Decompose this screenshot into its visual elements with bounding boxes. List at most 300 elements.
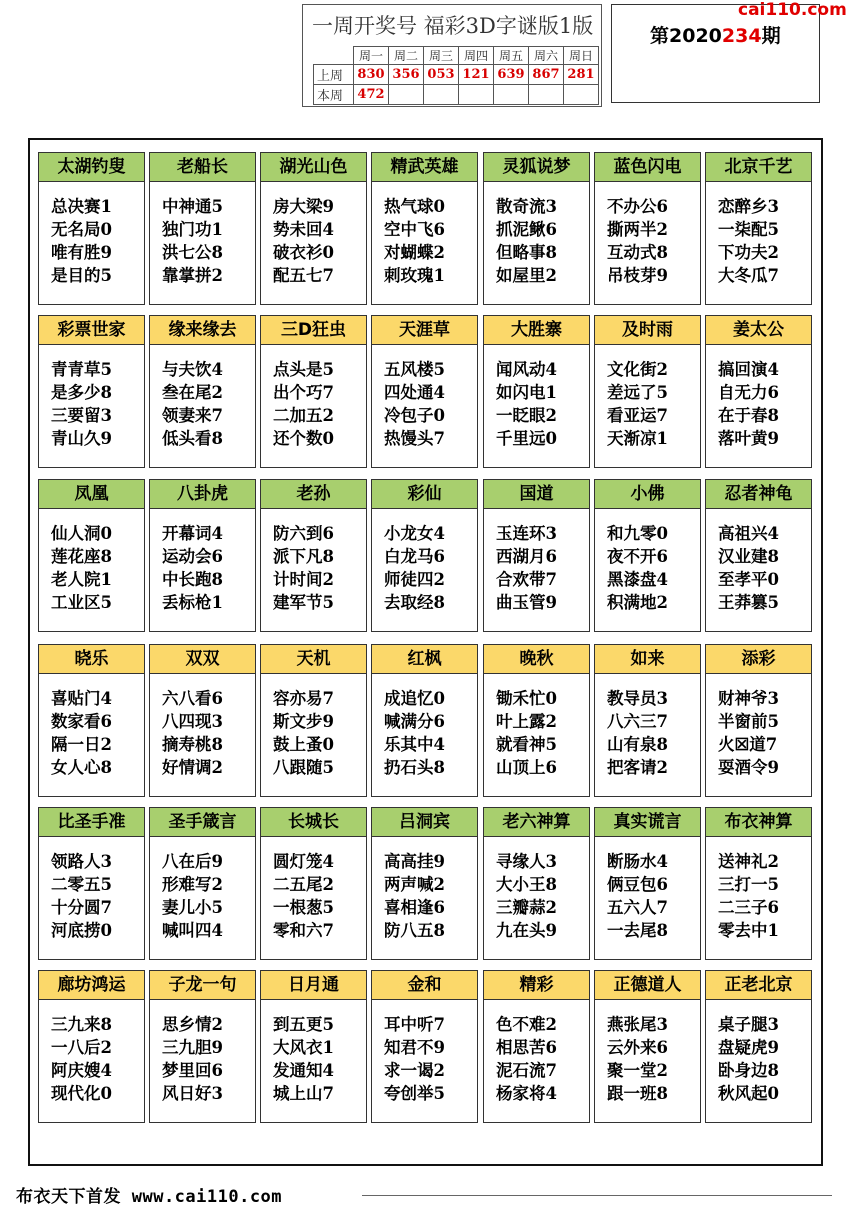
riddle-card-title: 小佛 <box>595 480 700 509</box>
riddle-card <box>260 970 367 1123</box>
riddle-clue: 数家看6 <box>51 712 112 731</box>
riddle-clue: 闻风动4 <box>496 360 557 379</box>
riddle-clue: 阿庆嫂4 <box>51 1061 112 1080</box>
riddle-card <box>371 807 478 960</box>
riddle-card <box>38 807 145 960</box>
riddle-clue: 三打一5 <box>718 875 779 894</box>
riddle-clue-list <box>51 1013 112 1105</box>
riddle-card <box>371 152 478 305</box>
riddle-clue: 八四现3 <box>162 712 223 731</box>
riddle-card <box>260 807 367 960</box>
riddle-card-title: 子龙一句 <box>150 971 255 1000</box>
riddle-clue: 高祖兴4 <box>718 524 779 543</box>
riddle-clue-list <box>496 195 557 287</box>
draw-row <box>314 85 599 105</box>
draw-number <box>494 85 529 105</box>
riddle-card-title: 大胜寨 <box>484 316 589 345</box>
draw-results-table <box>313 46 599 105</box>
riddle-clue: 靠掌拼2 <box>162 266 223 285</box>
riddle-card <box>149 970 256 1123</box>
riddle-card-title: 及时雨 <box>595 316 700 345</box>
draw-results-title: 一周开奖号 福彩3D字谜版1版 <box>312 14 594 38</box>
riddle-card-title: 老孙 <box>261 480 366 509</box>
riddle-clue: 二五尾2 <box>273 875 334 894</box>
riddle-card-title: 廊坊鸿运 <box>39 971 144 1000</box>
riddle-clue-list <box>607 1013 668 1105</box>
riddle-clue-list <box>51 687 112 779</box>
riddle-card <box>260 644 367 797</box>
riddle-card <box>594 644 701 797</box>
riddle-clue: 一去尾8 <box>607 921 668 940</box>
issue-suffix: 期 <box>761 25 781 47</box>
riddle-clue: 喜贴门4 <box>51 689 112 708</box>
riddle-card-title: 彩票世家 <box>39 316 144 345</box>
riddle-card <box>705 152 812 305</box>
riddle-clue: 冷包子0 <box>384 406 445 425</box>
riddle-clue: 卧身边8 <box>718 1061 779 1080</box>
riddle-card-title: 添彩 <box>706 645 811 674</box>
riddle-card-title: 彩仙 <box>372 480 477 509</box>
riddle-clue: 玉连环3 <box>496 524 557 543</box>
riddle-card <box>38 152 145 305</box>
riddle-clue: 喜相逢6 <box>384 898 445 917</box>
riddle-clue: 刺玫瑰1 <box>384 266 445 285</box>
riddle-clue: 色不难2 <box>496 1015 557 1034</box>
riddle-card-title: 正老北京 <box>706 971 811 1000</box>
riddle-clue: 和九零0 <box>607 524 668 543</box>
riddle-card <box>371 644 478 797</box>
riddle-clue-list <box>162 687 223 779</box>
riddle-card <box>38 970 145 1123</box>
riddle-clue-list <box>496 850 557 942</box>
riddle-clue: 把客请2 <box>607 758 668 777</box>
riddle-card <box>149 479 256 632</box>
riddle-card <box>594 807 701 960</box>
riddle-clue: 城上山7 <box>273 1084 334 1103</box>
riddle-clue: 热馒头7 <box>384 429 445 448</box>
riddle-card <box>483 479 590 632</box>
riddle-clue: 十分圆7 <box>51 898 112 917</box>
riddle-clue: 六八看6 <box>162 689 223 708</box>
riddle-clue: 老人院1 <box>51 570 112 589</box>
riddle-clue-list <box>51 358 112 450</box>
riddle-clue-list <box>384 358 445 450</box>
riddle-clue: 在于春8 <box>718 406 779 425</box>
riddle-clue-list <box>162 1013 223 1105</box>
riddle-clue: 低头看8 <box>162 429 223 448</box>
riddle-clue: 零去中1 <box>718 921 779 940</box>
riddle-clue-list <box>384 687 445 779</box>
riddle-clue: 圆灯笼4 <box>273 852 334 871</box>
riddle-clue: 不办公6 <box>607 197 668 216</box>
riddle-card <box>705 807 812 960</box>
riddle-clue: 出个巧7 <box>273 383 334 402</box>
riddle-clue: 半窗前5 <box>718 712 779 731</box>
riddle-clue: 寻缘人3 <box>496 852 557 871</box>
riddle-clue: 对蝴蝶2 <box>384 243 445 262</box>
draw-number <box>459 85 494 105</box>
riddle-clue: 摘寿桃8 <box>162 735 223 754</box>
riddle-clue: 曲玉管9 <box>496 593 557 612</box>
riddle-clue: 形难写2 <box>162 875 223 894</box>
riddle-card-title: 国道 <box>484 480 589 509</box>
riddle-clue-list <box>718 687 779 779</box>
riddle-clue-list <box>718 1013 779 1105</box>
riddle-card <box>483 644 590 797</box>
riddle-card-title: 姜太公 <box>706 316 811 345</box>
riddle-card-title: 如来 <box>595 645 700 674</box>
riddle-clue: 隔一日2 <box>51 735 112 754</box>
riddle-clue: 差远了5 <box>607 383 668 402</box>
riddle-clue: 黑漆盘4 <box>607 570 668 589</box>
riddle-clue: 三要留3 <box>51 406 112 425</box>
draw-number: 053 <box>424 65 459 85</box>
riddle-clue: 五六人7 <box>607 898 668 917</box>
riddle-clue-list <box>273 358 334 450</box>
riddle-clue: 莲花座8 <box>51 547 112 566</box>
riddle-clue: 合欢带7 <box>496 570 557 589</box>
riddle-clue: 看亚运7 <box>607 406 668 425</box>
riddle-card-title: 晓乐 <box>39 645 144 674</box>
riddle-clue: 喊满分6 <box>384 712 445 731</box>
riddle-clue: 文化街2 <box>607 360 668 379</box>
riddle-card-title: 金和 <box>372 971 477 1000</box>
riddle-clue: 是目的5 <box>51 266 112 285</box>
weekday-header: 周三 <box>424 47 459 65</box>
riddle-clue: 四处通4 <box>384 383 445 402</box>
riddle-card <box>38 644 145 797</box>
riddle-clue: 自无力6 <box>718 383 779 402</box>
riddle-clue: 秋风起0 <box>718 1084 779 1103</box>
draw-number: 830 <box>354 65 389 85</box>
draw-number: 867 <box>529 65 564 85</box>
riddle-clue-list <box>718 195 779 287</box>
riddle-clue: 八六三7 <box>607 712 668 731</box>
riddle-clue: 容亦易7 <box>273 689 334 708</box>
riddle-clue: 空中飞6 <box>384 220 445 239</box>
riddle-clue: 散奇流3 <box>496 197 557 216</box>
riddle-clue: 风日好3 <box>162 1084 223 1103</box>
riddle-clue-list <box>162 850 223 942</box>
riddle-clue: 火☒道7 <box>718 735 778 754</box>
riddle-clue-list <box>384 1013 445 1105</box>
riddle-card-title: 三D狂虫 <box>261 316 366 345</box>
riddle-clue: 与夫饮4 <box>162 360 223 379</box>
weekday-header: 周六 <box>529 47 564 65</box>
riddle-clue: 九在头9 <box>496 921 557 940</box>
weekday-header: 周四 <box>459 47 494 65</box>
riddle-clue: 送神礼2 <box>718 852 779 871</box>
riddle-clue: 二三子6 <box>718 898 779 917</box>
riddle-clue: 抓泥鳅6 <box>496 220 557 239</box>
riddle-clue-list <box>51 522 112 614</box>
riddle-clue-list <box>607 195 668 287</box>
riddle-clue: 八在后9 <box>162 852 223 871</box>
riddle-clue: 杨家将4 <box>496 1084 557 1103</box>
riddle-clue: 俩豆包6 <box>607 875 668 894</box>
riddle-card <box>371 315 478 468</box>
riddle-card-title: 蓝色闪电 <box>595 153 700 182</box>
riddle-clue: 燕张尾3 <box>607 1015 668 1034</box>
riddle-clue: 好情调2 <box>162 758 223 777</box>
riddle-clue: 西湖月6 <box>496 547 557 566</box>
riddle-clue: 财神爷3 <box>718 689 779 708</box>
riddle-clue: 斯文步9 <box>273 712 334 731</box>
riddle-clue: 一眨眼2 <box>496 406 557 425</box>
riddle-card-title: 长城长 <box>261 808 366 837</box>
riddle-clue: 聚一堂2 <box>607 1061 668 1080</box>
riddle-clue: 一八后2 <box>51 1038 112 1057</box>
footer-divider <box>362 1195 832 1196</box>
riddle-clue-list <box>162 195 223 287</box>
riddle-clue: 总决赛1 <box>51 197 112 216</box>
riddle-clue: 鼓上蚤0 <box>273 735 334 754</box>
riddle-clue: 三九来8 <box>51 1015 112 1034</box>
riddle-card-title: 天机 <box>261 645 366 674</box>
riddle-clue: 势未回4 <box>273 220 334 239</box>
riddle-clue-list <box>496 358 557 450</box>
riddle-clue: 无名局0 <box>51 220 112 239</box>
riddle-clue: 白龙马6 <box>384 547 445 566</box>
draw-number <box>389 85 424 105</box>
riddle-clue: 点头是5 <box>273 360 334 379</box>
riddle-clue: 一根葱5 <box>273 898 334 917</box>
issue-prefix: 第2020 <box>650 25 722 47</box>
riddle-card-title: 精武英雄 <box>372 153 477 182</box>
riddle-clue: 河底捞0 <box>51 921 112 940</box>
riddle-card <box>705 479 812 632</box>
riddle-clue: 小龙女4 <box>384 524 445 543</box>
riddle-clue: 开幕词4 <box>162 524 223 543</box>
riddle-clue-list <box>384 522 445 614</box>
riddle-card <box>371 479 478 632</box>
riddle-clue: 唯有胜9 <box>51 243 112 262</box>
weekday-header: 周二 <box>389 47 424 65</box>
riddle-clue: 但略事8 <box>496 243 557 262</box>
riddle-clue: 发通知4 <box>273 1061 334 1080</box>
riddle-clue: 汉业建8 <box>718 547 779 566</box>
riddle-grid <box>28 138 823 1166</box>
riddle-card-title: 灵狐说梦 <box>484 153 589 182</box>
riddle-card <box>260 152 367 305</box>
riddle-clue-list <box>718 358 779 450</box>
riddle-card-title: 双双 <box>150 645 255 674</box>
riddle-clue: 叶上露2 <box>496 712 557 731</box>
draw-row <box>314 65 599 85</box>
riddle-card-title: 日月通 <box>261 971 366 1000</box>
riddle-card-title: 吕洞宾 <box>372 808 477 837</box>
riddle-card-title: 缘来缘去 <box>150 316 255 345</box>
riddle-card-title: 八卦虎 <box>150 480 255 509</box>
draw-number <box>564 85 599 105</box>
riddle-card <box>260 479 367 632</box>
riddle-clue: 零和六7 <box>273 921 334 940</box>
riddle-clue: 破衣衫0 <box>273 243 334 262</box>
riddle-clue-list <box>496 1013 557 1105</box>
riddle-clue: 大冬瓜7 <box>718 266 779 285</box>
riddle-clue: 相思苦6 <box>496 1038 557 1057</box>
riddle-clue: 大风衣1 <box>273 1038 334 1057</box>
riddle-clue: 如闪电1 <box>496 383 557 402</box>
riddle-clue: 高高挂9 <box>384 852 445 871</box>
riddle-clue: 云外来6 <box>607 1038 668 1057</box>
riddle-clue-list <box>273 850 334 942</box>
riddle-clue: 领妻来7 <box>162 406 223 425</box>
draw-row-label: 上周 <box>314 65 354 85</box>
riddle-clue: 跟一班8 <box>607 1084 668 1103</box>
riddle-card-title: 真实谎言 <box>595 808 700 837</box>
riddle-clue: 恋醉乡3 <box>718 197 779 216</box>
riddle-clue: 是多少8 <box>51 383 112 402</box>
riddle-clue: 山有泉8 <box>607 735 668 754</box>
riddle-clue: 二加五2 <box>273 406 334 425</box>
riddle-clue-list <box>607 358 668 450</box>
riddle-clue: 三瓣蒜2 <box>496 898 557 917</box>
riddle-clue: 互动式8 <box>607 243 668 262</box>
riddle-card-title: 布衣神算 <box>706 808 811 837</box>
riddle-clue: 房大梁9 <box>273 197 334 216</box>
riddle-card <box>38 315 145 468</box>
riddle-clue-list <box>273 1013 334 1105</box>
weekday-header: 周日 <box>564 47 599 65</box>
riddle-clue: 搞回演4 <box>718 360 779 379</box>
riddle-clue: 梦里回6 <box>162 1061 223 1080</box>
riddle-clue: 防八五8 <box>384 921 445 940</box>
riddle-card <box>594 970 701 1123</box>
riddle-clue: 一柒配5 <box>718 220 779 239</box>
riddle-clue: 耳中听7 <box>384 1015 445 1034</box>
riddle-clue-list <box>162 522 223 614</box>
riddle-clue: 知君不9 <box>384 1038 445 1057</box>
riddle-clue: 派下凡8 <box>273 547 334 566</box>
riddle-card <box>594 479 701 632</box>
riddle-clue: 王莽篡5 <box>718 593 779 612</box>
riddle-clue-list <box>718 522 779 614</box>
riddle-card-title: 晚秋 <box>484 645 589 674</box>
riddle-clue: 积满地2 <box>607 593 668 612</box>
riddle-clue: 至孝平0 <box>718 570 779 589</box>
riddle-clue-list <box>51 195 112 287</box>
riddle-card <box>149 644 256 797</box>
riddle-clue: 师徒四2 <box>384 570 445 589</box>
riddle-clue-list <box>607 850 668 942</box>
riddle-clue: 两声喊2 <box>384 875 445 894</box>
riddle-card-title: 天涯草 <box>372 316 477 345</box>
site-logo[interactable]: cai110.com <box>738 0 847 20</box>
riddle-clue: 现代化0 <box>51 1084 112 1103</box>
draw-number: 639 <box>494 65 529 85</box>
riddle-clue: 热气球0 <box>384 197 445 216</box>
riddle-clue: 桌子腿3 <box>718 1015 779 1034</box>
riddle-clue: 中神通5 <box>162 197 223 216</box>
riddle-card-title: 老六神算 <box>484 808 589 837</box>
riddle-clue-list <box>273 522 334 614</box>
riddle-clue: 乐其中4 <box>384 735 445 754</box>
weekday-header: 周五 <box>494 47 529 65</box>
riddle-card <box>705 315 812 468</box>
riddle-card <box>594 315 701 468</box>
riddle-card-title: 太湖钓叟 <box>39 153 144 182</box>
riddle-clue-list <box>384 850 445 942</box>
riddle-clue: 求一谒2 <box>384 1061 445 1080</box>
riddle-clue: 夸创举5 <box>384 1084 445 1103</box>
riddle-clue: 配五七7 <box>273 266 334 285</box>
riddle-clue-list <box>718 850 779 942</box>
draw-row-label: 本周 <box>314 85 354 105</box>
riddle-clue: 叁在尾2 <box>162 383 223 402</box>
riddle-card <box>260 315 367 468</box>
draw-number: 121 <box>459 65 494 85</box>
riddle-card-title: 忍者神龟 <box>706 480 811 509</box>
riddle-clue-list <box>273 687 334 779</box>
riddle-clue: 妻儿小5 <box>162 898 223 917</box>
riddle-clue: 耍酒令9 <box>718 758 779 777</box>
riddle-clue: 泥石流7 <box>496 1061 557 1080</box>
draw-number: 472 <box>354 85 389 105</box>
riddle-clue: 锄禾忙0 <box>496 689 557 708</box>
riddle-clue: 三九胆9 <box>162 1038 223 1057</box>
riddle-clue: 去取经8 <box>384 593 445 612</box>
riddle-card-title: 北京千艺 <box>706 153 811 182</box>
riddle-clue-list <box>384 195 445 287</box>
riddle-clue: 青青草5 <box>51 360 112 379</box>
riddle-clue: 中长跑8 <box>162 570 223 589</box>
draw-number: 356 <box>389 65 424 85</box>
riddle-card <box>483 807 590 960</box>
riddle-clue: 青山久9 <box>51 429 112 448</box>
draw-number: 281 <box>564 65 599 85</box>
riddle-clue: 断肠水4 <box>607 852 668 871</box>
riddle-clue: 建军节5 <box>273 593 334 612</box>
riddle-card-title: 老船长 <box>150 153 255 182</box>
riddle-clue: 吊枝芽9 <box>607 266 668 285</box>
riddle-clue: 五风楼5 <box>384 360 445 379</box>
riddle-clue: 女人心8 <box>51 758 112 777</box>
riddle-clue-list <box>162 358 223 450</box>
riddle-clue: 防六到6 <box>273 524 334 543</box>
riddle-clue: 到五更5 <box>273 1015 334 1034</box>
riddle-clue: 仙人洞0 <box>51 524 112 543</box>
riddle-card <box>483 315 590 468</box>
riddle-card-title: 正德道人 <box>595 971 700 1000</box>
riddle-clue: 天渐凉1 <box>607 429 668 448</box>
riddle-card <box>371 970 478 1123</box>
riddle-clue: 盘疑虎9 <box>718 1038 779 1057</box>
riddle-clue: 丢标枪1 <box>162 593 223 612</box>
riddle-clue: 独门功1 <box>162 220 223 239</box>
riddle-clue: 运动会6 <box>162 547 223 566</box>
riddle-clue: 领路人3 <box>51 852 112 871</box>
riddle-card <box>594 152 701 305</box>
riddle-card <box>705 970 812 1123</box>
riddle-clue: 成追忆0 <box>384 689 445 708</box>
riddle-clue-list <box>496 522 557 614</box>
riddle-clue: 洪七公8 <box>162 243 223 262</box>
riddle-card-title: 红枫 <box>372 645 477 674</box>
riddle-clue: 下功夫2 <box>718 243 779 262</box>
weekday-header: 周一 <box>354 47 389 65</box>
issue-number: 234 <box>721 25 762 47</box>
riddle-clue-list <box>607 522 668 614</box>
riddle-clue: 山顶上6 <box>496 758 557 777</box>
riddle-clue: 还个数0 <box>273 429 334 448</box>
issue-label <box>650 21 781 48</box>
riddle-card <box>483 152 590 305</box>
riddle-clue-list <box>273 195 334 287</box>
riddle-clue: 工业区5 <box>51 593 112 612</box>
footer-credit: 布衣天下首发 www.cai110.com <box>16 1187 283 1207</box>
draw-number <box>529 85 564 105</box>
